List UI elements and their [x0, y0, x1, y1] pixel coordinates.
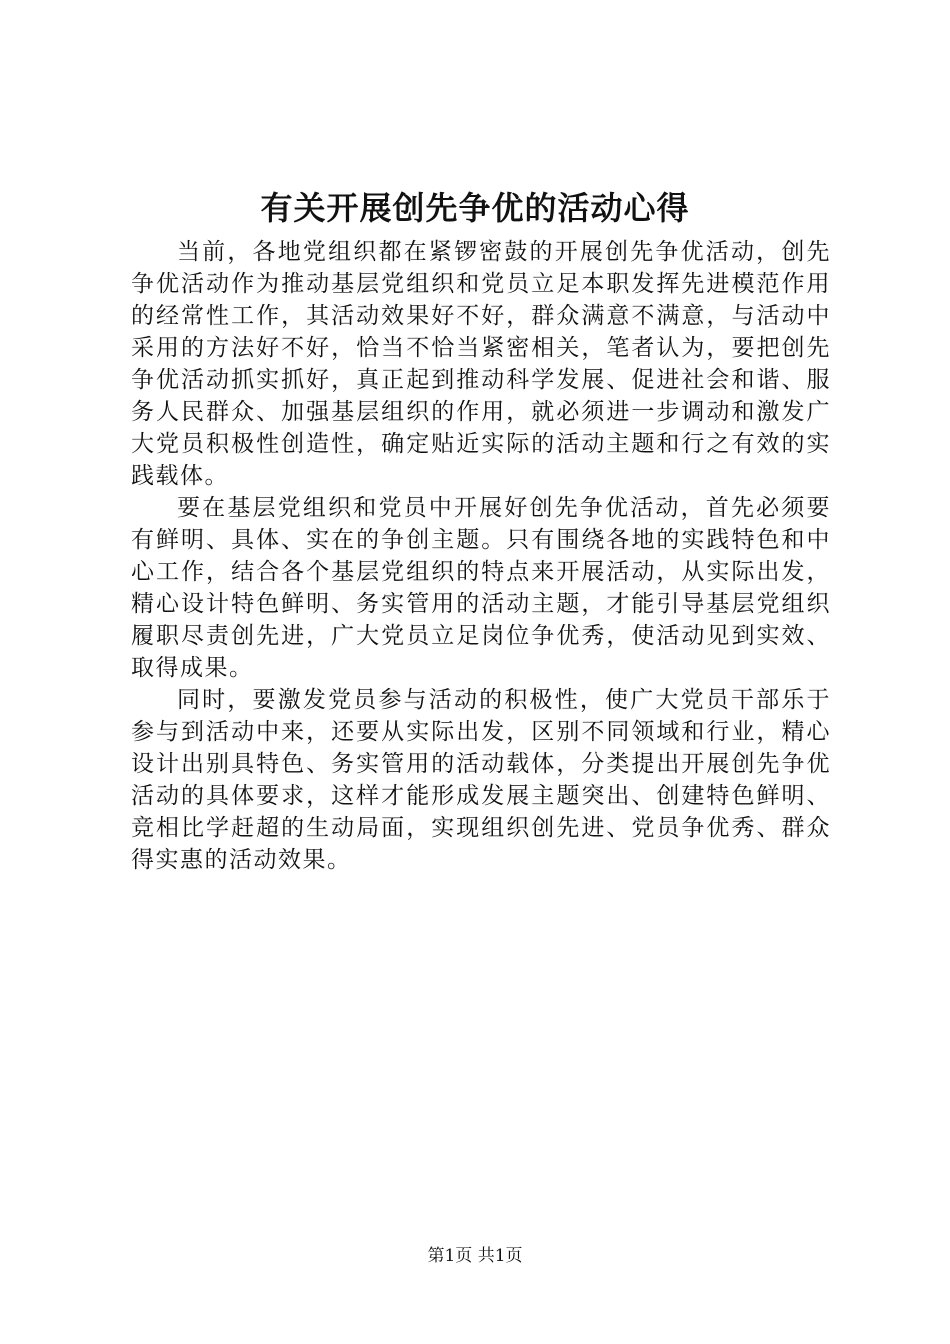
paragraph-2: 要在基层党组织和党员中开展好创先争优活动，首先必须要有鲜明、具体、实在的争创主题。只有围绕各地的实践特色和中心工作，结合各个基层党组织的特点来开展活动，从实际出发，精心设计特色鲜明、务实管用的活动主题，才能引导基层党组织履职尽责创先进，广大党员立足岗位争优秀，使活动见到实效、取得成果。	[131, 495, 831, 681]
paragraph-3: 同时，要激发党员参与活动的积极性，使广大党员干部乐于参与到活动中来，还要从实际出发，区别不同领域和行业，精心设计出别具特色、务实管用的活动载体，分类提出开展创先争优活动的具体要求，这样才能形成发展主题突出、创建特色鲜明、竞相比学赶超的生动局面，实现组织创先进、党员争优秀、群众得实惠的活动效果。	[131, 687, 831, 873]
paragraph-1: 当前，各地党组织都在紧锣密鼓的开展创先争优活动，创先争优活动作为推动基层党组织和党员立足本职发挥先进模范作用的经常性工作，其活动效果好不好，群众满意不满意，与活动中采用的方法好不好，恰当不恰当紧密相关，笔者认为，要把创先争优活动抓实抓好，真正起到推动科学发展、促进社会和谐、服务人民群众、加强基层组织的作用，就必须进一步调动和激发广大党员积极性创造性，确定贴近实际的活动主题和行之有效的实践载体。	[131, 239, 831, 489]
page-title: 有关开展创先争优的活动心得	[260, 189, 690, 227]
document-body	[131, 236, 831, 876]
page-number-footer: 第1页 共1页	[427, 1246, 523, 1266]
